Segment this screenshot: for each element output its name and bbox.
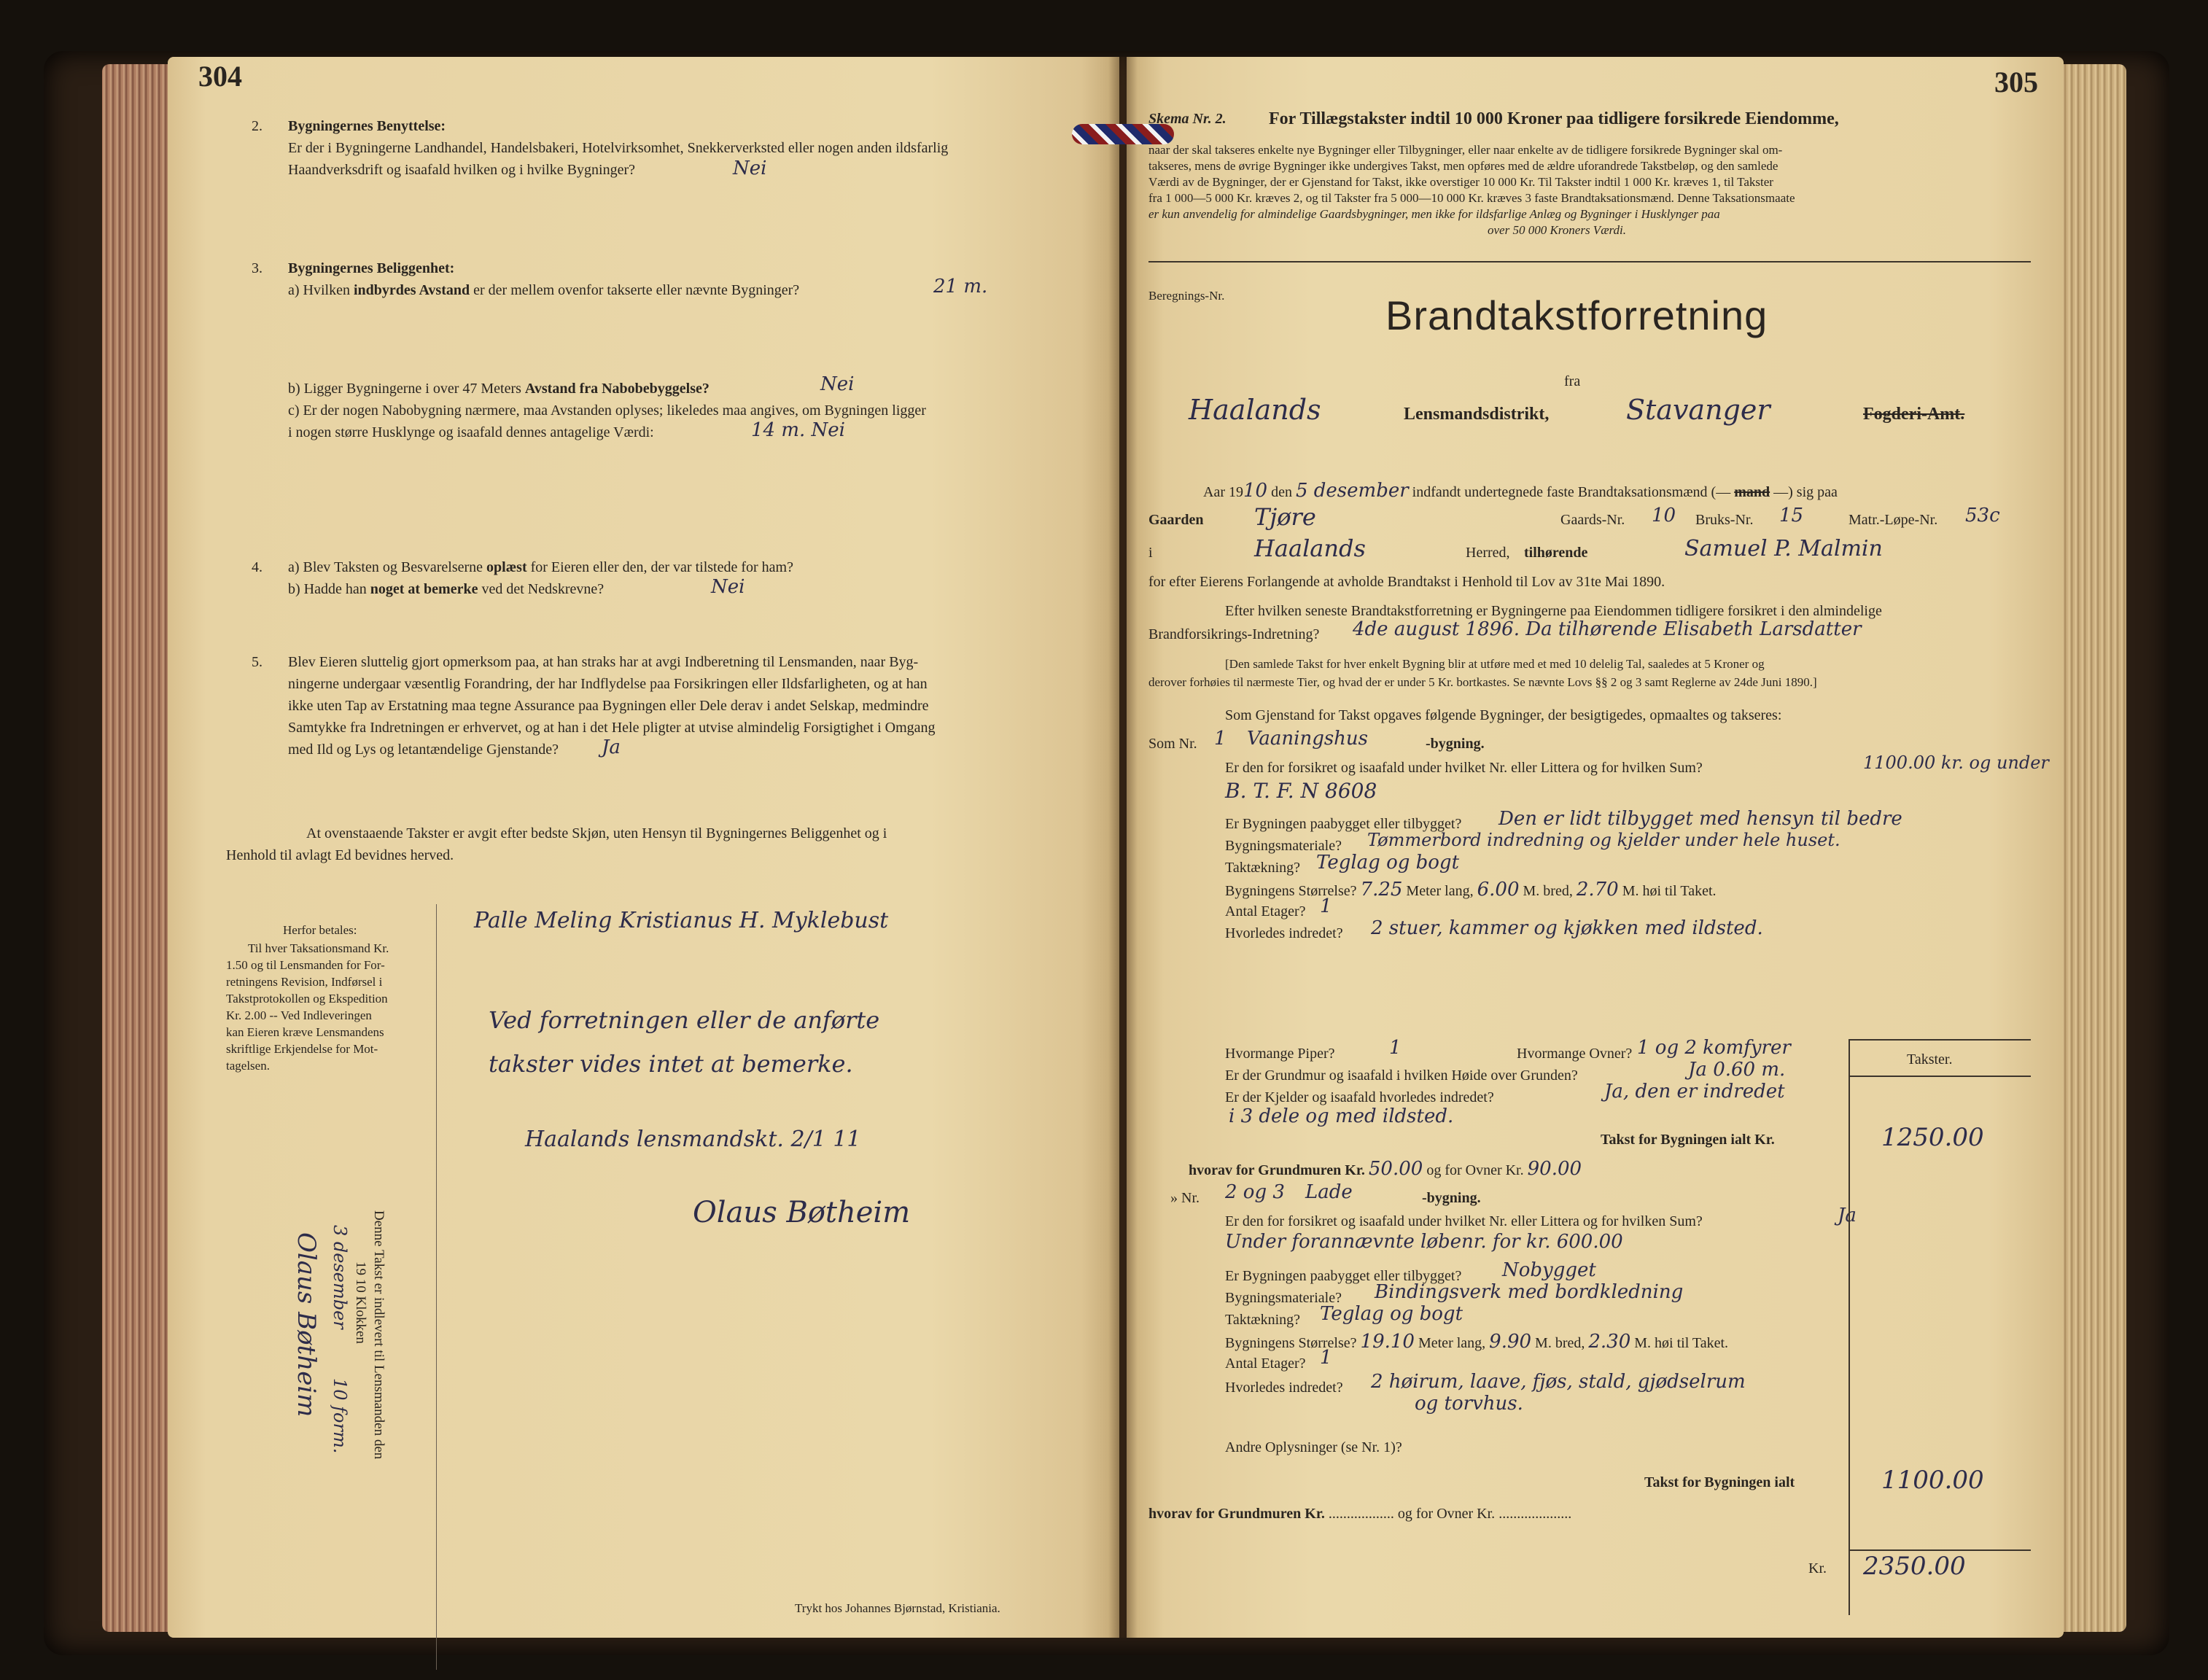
b1-ovner-hand: 1 og 2 komfyrer: [1637, 1037, 1791, 1059]
b2-takst-value: 1100.00: [1881, 1466, 1984, 1495]
s3-b-answer: Nei: [820, 373, 855, 395]
b2-tak-q: Taktækning?: [1225, 1312, 1301, 1328]
gaards-nr: Gaards-Nr.: [1560, 512, 1625, 528]
fra-label: fra: [1564, 373, 1581, 389]
b1-type-hand: Vaaningshus: [1247, 728, 1369, 750]
b2-storrelse: [1225, 1332, 1728, 1353]
b1-m-hoi: M. høi til Taket.: [1622, 883, 1717, 899]
b1-ovner-kr: 90.00: [1527, 1158, 1582, 1180]
s3-b-pre: b) Ligger Bygningerne i over 47 Meters: [288, 381, 521, 397]
efter-line1: Efter hvilken seneste Brandtakstforretning er Bygningerne paa Eiendommen tidligere forsikret i den almindelige: [1225, 603, 1882, 619]
b1-som-nr: Som Nr.: [1148, 736, 1197, 752]
b1-forsikret-hand2: B. T. F. N 8608: [1225, 779, 1377, 803]
vertical-hand-1: 3 desember: [330, 1225, 350, 1329]
s3-c-answer: 14 m. Nei: [751, 419, 845, 441]
signatures: Palle Meling Kristianus H. Myklebust: [474, 908, 889, 933]
s5-line2: ningerne undergaar væsentlig Forandring, der har Indflydelse paa Forsikringen eller Ildsfarligheten, og at han: [288, 676, 928, 692]
b2-forsikret-q: Er den for forsikret og isaafald under hvilket Nr. eller Littera og for hvilken Sum?: [1225, 1213, 1703, 1229]
takster-column-left-rule: [1849, 1039, 1850, 1615]
s5-line4: Samtykke fra Indretningen er erhvervet, og at han i det Hele pligter at utvise almindelig Forsigtighet i Omgang: [288, 720, 936, 736]
b2-bygning: -bygning.: [1422, 1190, 1481, 1206]
s5-line5: med Ild og Lys og letantændelige Gjenstande?: [288, 742, 559, 758]
header-line1: naar der skal takseres enkelte nye Bygninger eller Tilbygninger, eller naar enkelte av de tidligere forsikrede Bygninger skal om-: [1148, 143, 1783, 157]
gaarden-hand: Tjøre: [1254, 503, 1316, 531]
s4-b-answer: Nei: [711, 576, 745, 598]
matr-hand: 53c: [1965, 505, 2000, 526]
book-gutter: [1108, 57, 1138, 1638]
left-page-number: 304: [198, 60, 242, 93]
gjenstand: Som Gjenstand for Takst opgaves følgende Bygninger, der besigtigedes, opmaaltes og takseres:: [1225, 707, 1782, 723]
b1-etager-q: Antal Etager?: [1225, 903, 1306, 919]
district-hand: Haalands: [1189, 394, 1321, 426]
b1-indredet-hand: 2 stuer, kammer og kjøkken med ildsted.: [1371, 917, 1763, 939]
b1-hvorav-label: hvorav for Grundmuren Kr.: [1189, 1162, 1365, 1178]
b1-grundmur-kr: 50.00: [1368, 1158, 1423, 1180]
attest-line2: Henhold til avlagt Ed bevidnes herved.: [226, 847, 454, 863]
s4-b-post: ved det Nedskrevne?: [481, 581, 605, 597]
b1-ovner-q: Hvormange Ovner?: [1517, 1046, 1633, 1062]
i-label: i: [1148, 545, 1153, 561]
b2-paabygget-q: Er Bygningen paabygget eller tilbygget?: [1225, 1268, 1462, 1284]
s3-number: 3.: [252, 260, 263, 276]
b1-m-bred: M. bred,: [1523, 883, 1573, 899]
office-date: Haalands lensmandskt. 2/1 11: [525, 1127, 861, 1152]
efter-hand: 4de august 1896. Da tilhørende Elisabeth Larsdatter: [1353, 618, 1862, 640]
b2-hvorav-dots: ..................: [1328, 1506, 1394, 1522]
header-line4: fra 1 000—5 000 Kr. kræves 2, og til Takster fra 5 000—10 000 Kr. kræves 3 faste Brandtaksationsmænd. Denne Taksationsmaate: [1148, 191, 1795, 205]
takster-total-rule: [1849, 1549, 2031, 1551]
b2-takst-label: Takst for Bygningen ialt: [1644, 1474, 1795, 1490]
b1-materiale-q: Bygningsmateriale?: [1225, 838, 1342, 854]
s3-b-bold: Avstand fra Nabobebyggelse?: [524, 381, 710, 397]
b1-meter-lang: Meter lang,: [1406, 883, 1474, 899]
beregnings-nr: Beregnings-Nr.: [1148, 289, 1225, 303]
s2-line1: Er der i Bygningerne Landhandel, Handelsbakeri, Hotelvirksomhet, Snekkerverksted eller nogen anden ildsfarlig: [288, 140, 949, 156]
b1-takst-label: Takst for Bygningen ialt Kr.: [1601, 1132, 1775, 1148]
s4-b-pre: b) Hadde han: [288, 581, 367, 597]
header-line3: Værdi av de Bygninger, der er Gjenstand for Takst, ikke overstiger 10 000 Kr. Til Takster indtil 1 000 Kr. kræves 1, til Takster: [1148, 175, 1773, 189]
matr-nr: Matr.-Løpe-Nr.: [1849, 512, 1938, 528]
aar-hand: 10: [1243, 480, 1268, 502]
s4-a-line: [288, 558, 793, 577]
mand-label: mand: [1734, 484, 1770, 500]
lensmandsdistrikt: Lensmandsdistrikt,: [1404, 405, 1550, 424]
s2-number: 2.: [252, 118, 263, 134]
vertical-printed-1: Denne Takst er indlevert til Lensmanden den: [371, 1210, 386, 1460]
header-line5: er kun anvendelig for almindelige Gaardsbygninger, men ikke for ildsfarlige Anlæg og Bygninger i Husklynger paa: [1148, 207, 1720, 221]
b2-m-bred: M. bred,: [1535, 1335, 1585, 1351]
vertical-printed-2: 19 10 Klokken: [353, 1261, 368, 1344]
fee-title: Herfor betales:: [283, 923, 357, 937]
fee-line5: Kr. 2.00 -- Ved Indleveringen: [226, 1008, 372, 1022]
fee-line6: kan Eieren kræve Lensmandens: [226, 1025, 384, 1039]
s3-a-bold: indbyrdes Avstand: [353, 282, 470, 298]
b2-storrelse-q: Bygningens Størrelse?: [1225, 1335, 1357, 1351]
b1-nr-hand: 1: [1214, 728, 1227, 750]
takster-header-rule: [1849, 1076, 2031, 1077]
b2-paabygget-hand: Nobygget: [1502, 1259, 1596, 1281]
s3-a-pre: a) Hvilken: [288, 282, 350, 298]
s2-line2: Haandverksdrift og isaafald hvilken og i hvilke Bygninger?: [288, 162, 635, 178]
efter-line2: Brandforsikrings-Indretning?: [1148, 626, 1320, 642]
header-title: For Tillægstakster indtil 10 000 Kroner paa tidligere forsikrede Eiendomme,: [1269, 109, 1839, 128]
aar-line: [1203, 481, 1838, 502]
lensmand-signature: Olaus Bøtheim: [693, 1196, 911, 1229]
right-page-number: 305: [1994, 66, 2038, 98]
page-edges-left: [102, 64, 171, 1632]
b1-takst-value: 1250.00: [1881, 1123, 1984, 1152]
note-line1: [Den samlede Takst for hver enkelt Bygning blir at utføre med et med 10 delelig Tal, saaledes at 5 Kroner og: [1225, 657, 1765, 671]
b1-forsikret-q: Er den for forsikret og isaafald under hvilket Nr. eller Littera og for hvilken Sum?: [1225, 760, 1703, 776]
b2-meter-lang: Meter lang,: [1418, 1335, 1486, 1351]
b2-ovner-dots: ....................: [1498, 1506, 1572, 1522]
s3-b-line: [288, 379, 710, 398]
fee-line2: 1.50 og til Lensmanden for For-: [226, 958, 385, 972]
remark-line2: takster vides intet at bemerke.: [489, 1050, 853, 1078]
b2-nr-hand: 2 og 3: [1225, 1181, 1285, 1203]
b1-ovner-kr-label: og for Ovner Kr.: [1426, 1162, 1524, 1178]
b1-grundmur-q: Er der Grundmur og isaafald i hvilken Høide over Grunden?: [1225, 1068, 1578, 1084]
b2-nr-label: » Nr.: [1170, 1190, 1200, 1206]
b2-materiale-hand: Bindingsverk med bordkledning: [1375, 1281, 1684, 1303]
herred-label: Herred,: [1466, 545, 1510, 561]
attest-line1: At ovenstaaende Takster er avgit efter bedste Skjøn, uten Hensyn til Bygningernes Beliggenhet og i: [306, 825, 887, 841]
fee-line1: Til hver Taksationsmand Kr.: [248, 941, 389, 955]
s2-answer: Nei: [733, 158, 767, 179]
s4-a-post: for Eieren eller den, der var tilstede for ham?: [530, 559, 793, 575]
b1-materiale-hand: Tømmerbord indredning og kjelder under hele huset.: [1367, 830, 1840, 850]
b1-tak-q: Taktækning?: [1225, 860, 1301, 876]
aar-pre: Aar 19: [1203, 484, 1243, 500]
indfandt: indfandt undertegnede faste Brandtaksationsmænd (—: [1412, 484, 1731, 500]
b2-indredet-hand: 2 høirum, laave, fjøs, stald, gjødselrum: [1371, 1371, 1746, 1393]
b2-etager-q: Antal Etager?: [1225, 1356, 1306, 1372]
b1-grundmur-hand: Ja 0.60 m.: [1688, 1059, 1786, 1081]
takster-top-rule: [1849, 1039, 2031, 1041]
b1-tak-hand: Teglag og bogt: [1316, 852, 1460, 874]
b2-len-hand: 19.10: [1360, 1331, 1415, 1353]
remark-line1: Ved forretningen eller de anførte: [489, 1006, 880, 1034]
s2-title: Bygningernes Benyttelse:: [288, 118, 446, 134]
b2-andre-q: Andre Oplysninger (se Nr. 1)?: [1225, 1439, 1402, 1455]
b2-forsikret-hand: Ja: [1838, 1205, 1857, 1226]
s3-title: Bygningernes Beliggenhet:: [288, 260, 455, 276]
b1-storrelse: [1225, 880, 1717, 901]
b2-type-hand: Lade: [1305, 1181, 1353, 1203]
fee-line7: skriftlige Erkjendelse for Mot-: [226, 1042, 378, 1056]
s4-a-bold: oplæst: [486, 559, 527, 575]
b1-hvorav: [1189, 1159, 1582, 1180]
den-label: den: [1271, 484, 1292, 500]
page-edges-right: [2061, 64, 2126, 1632]
b2-materiale-q: Bygningsmateriale?: [1225, 1290, 1342, 1306]
gaards-hand: 10: [1652, 505, 1676, 526]
b1-forsikret-hand: 1100.00 kr. og under: [1863, 752, 2049, 773]
b1-kjelder-hand: Ja, den er indredet: [1604, 1081, 1785, 1102]
bruks-hand: 15: [1779, 505, 1804, 526]
sig-paa: —) sig paa: [1773, 484, 1838, 500]
b2-tak-hand: Teglag og bogt: [1320, 1303, 1463, 1325]
bruks-nr: Bruks-Nr.: [1695, 512, 1754, 528]
b2-hoi-hand: 2.30: [1588, 1331, 1631, 1353]
s4-b-line: [288, 580, 604, 599]
note-line2: derover forhøies til nærmeste Tier, og hvad der er under 5 Kr. bortkastes. Se nævnte Lovs §§ 2 og 3 samt Reglerne av 24de Juni 1890.]: [1148, 675, 1817, 689]
s3-a-answer: 21 m.: [933, 276, 988, 298]
b1-etager-hand: 1: [1320, 895, 1332, 917]
b1-bred-hand: 6.00: [1477, 879, 1520, 901]
date-hand: 5 desember: [1295, 480, 1409, 502]
b1-hoi-hand: 2.70: [1576, 879, 1619, 901]
b1-kjelder-q: Er der Kjelder og isaafald hvorledes indredet?: [1225, 1089, 1494, 1105]
s4-b-bold: noget at bemerke: [370, 581, 478, 597]
b1-piper-q: Hvormange Piper?: [1225, 1046, 1335, 1062]
s4-a-pre: a) Blev Taksten og Besvarelserne: [288, 559, 483, 575]
schema-label: Skema Nr. 2.: [1148, 111, 1227, 127]
s4-number: 4.: [252, 559, 263, 575]
main-heading: Brandtakstforretning: [1385, 292, 1768, 338]
s5-answer: Ja: [602, 736, 621, 758]
owner-hand: Samuel P. Malmin: [1684, 536, 1883, 561]
b2-indredet-hand2: og torvhus.: [1415, 1393, 1523, 1415]
vertical-hand-2: 10 form.: [330, 1378, 350, 1454]
b2-forsikret-hand2: Under forannævnte løbenr. for kr. 600.00: [1225, 1231, 1623, 1253]
forlangende: for efter Eierens Forlangende at avholde Brandtakst i Henhold til Lov av 31te Mai 1890.: [1148, 574, 1665, 590]
s5-line1: Blev Eieren sluttelig gjort opmerksom paa, at han straks har at avgi Indberetning til Lensmanden, naar Byg-: [288, 654, 919, 670]
total-value: 2350.00: [1863, 1552, 1966, 1581]
fee-line4: Takstprotokollen og Ekspedition: [226, 992, 388, 1006]
s5-number: 5.: [252, 654, 263, 670]
fogderi-amt: Fogderi-Amt.: [1863, 405, 1965, 424]
b1-kjelder-hand2: i 3 dele og med ildsted.: [1229, 1105, 1454, 1127]
header-line6: over 50 000 Kroners Værdi.: [1488, 223, 1626, 237]
header-rule: [1148, 261, 2031, 262]
b2-hvorav-label: hvorav for Grundmuren Kr.: [1148, 1506, 1325, 1522]
takster-header: Takster.: [1907, 1051, 1953, 1068]
s3-a-post: er der mellem ovenfor takserte eller nævnte Bygninger?: [473, 282, 800, 298]
fee-column-rule: [436, 904, 437, 1670]
printer-credit: Trykt hos Johannes Bjørnstad, Kristiania.: [795, 1601, 1000, 1615]
herred-hand: Haalands: [1254, 534, 1366, 562]
b2-hvorav: [1148, 1504, 1571, 1523]
header-line2: takseres, mens de øvrige Bygninger ikke undergives Takst, men opføres med de ældre uforandrede Takstbeløp, og den samlede: [1148, 159, 1779, 173]
b2-bred-hand: 9.90: [1489, 1331, 1532, 1353]
fee-line8: tagelsen.: [226, 1059, 270, 1073]
b1-indredet-q: Hvorledes indredet?: [1225, 925, 1343, 941]
b2-indredet-q: Hvorledes indredet?: [1225, 1380, 1343, 1396]
s3-c-line2: i nogen større Husklynge og isaafald dennes antagelige Værdi:: [288, 424, 654, 440]
fee-line3: retningens Revision, Indførsel i: [226, 975, 383, 989]
b1-len-hand: 7.25: [1360, 879, 1403, 901]
s3-c-line1: c) Er der nogen Nabobygning nærmere, maa Avstanden oplyses; likeledes maa angives, om Bygningen ligger: [288, 402, 926, 419]
amt-hand: Stavanger: [1626, 394, 1770, 426]
vertical-signature: Olaus Bøtheim: [292, 1232, 321, 1418]
b1-piper-hand: 1: [1389, 1037, 1402, 1059]
gaarden-label: Gaarden: [1148, 512, 1204, 528]
b2-m-hoi: M. høi til Taket.: [1634, 1335, 1729, 1351]
total-label: Kr.: [1808, 1560, 1827, 1576]
tilhorende: tilhørende: [1524, 545, 1588, 561]
s3-a-line: [288, 281, 799, 300]
s5-line3: ikke uten Tap av Erstatning maa tegne Assurance paa Bygningen eller Dele derav i andet Selskap, medmindre: [288, 698, 929, 714]
b1-bygning: -bygning.: [1426, 736, 1485, 752]
b1-storrelse-q: Bygningens Størrelse?: [1225, 883, 1357, 899]
b2-ovner-kr-label: og for Ovner Kr.: [1397, 1506, 1496, 1522]
b1-paabygget-q: Er Bygningen paabygget eller tilbygget?: [1225, 816, 1462, 832]
b1-paabygget-hand: Den er lidt tilbygget med hensyn til bedre: [1498, 808, 1902, 830]
b2-etager-hand: 1: [1320, 1347, 1332, 1369]
